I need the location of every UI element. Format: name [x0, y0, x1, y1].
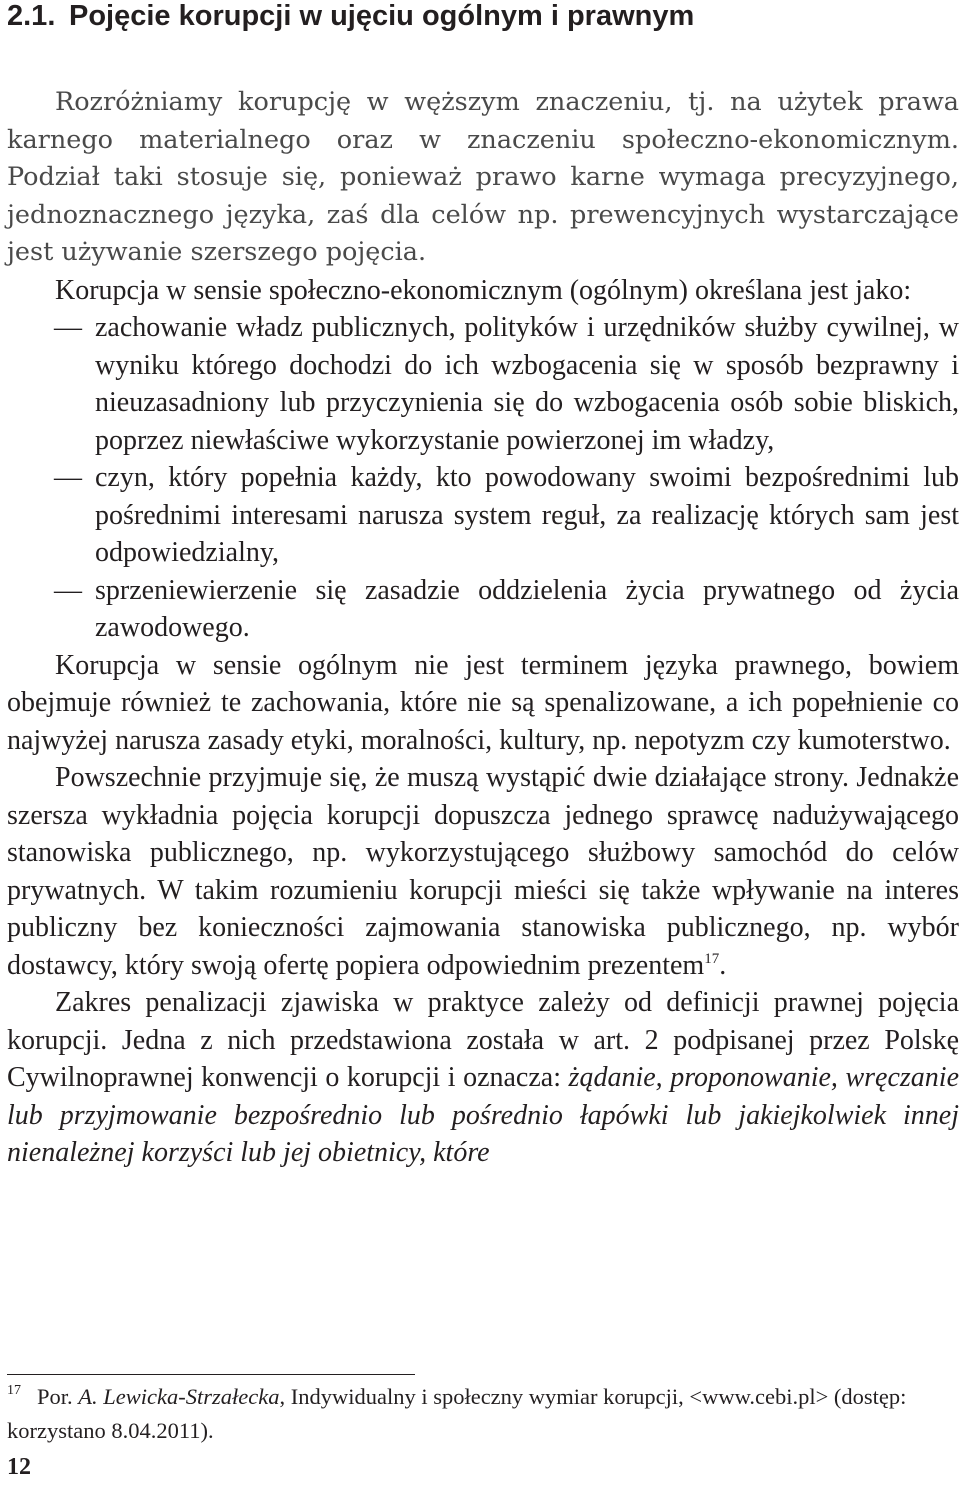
dash-marker: —	[54, 574, 82, 606]
dash-marker: —	[54, 462, 82, 493]
footnote-reference[interactable]: 17	[704, 950, 720, 967]
footnote: $^{17}$ Por. A. Lewicka-Strzałecka, Indywidualny i społeczny wymiar korupcji, <www.cebi.pl> (dostęp: korzystano 8.04.2011).	[7, 1382, 907, 1443]
footnote-separator	[7, 1374, 415, 1375]
paragraph-5-text: Zakres penalizacji zjawiska w praktyce zależy od definicji prawnej pojęcia korupcji. Jedna z nich przedstawiona została w art. 2 podpisanej przez Polskę Cywilnoprawnej konwencji o korupcji i oznacza:	[7, 987, 959, 1093]
list-item-text: zachowanie władz publicznych, polityków i urzędników służby cywilnej, w wyniku którego dochodzi do ich wzbogacenia się w sposób bezprawny i nieuzasadniony lub przyczynienia się do wzbogacenia osób sobie bliskich, poprzez niewłaściwe wykorzystanie powierzonej im władzy,	[95, 312, 959, 456]
footnote-text: , Indywidualny i społeczny wymiar korupcji, <www.cebi.pl> (dostęp: korzystano 8.04.2011).	[7, 1384, 907, 1443]
section-heading	[7, 0, 694, 33]
paragraph-4-end: .	[719, 949, 727, 981]
footnote-author: Lewicka-Strzałecka	[103, 1384, 280, 1409]
paragraph-5	[7, 984, 959, 1172]
paragraph-1: Rozróżniamy korupcję w węższym znaczeniu, tj. na użytek prawa karnego materialnego oraz w znaczeniu społeczno-ekonomicznym. Podział taki stosuje się, ponieważ prawo karne wymaga precyzyjnego, jednoznacznego języka, zaś dla celów np. prewencyjnych wystarczające jest używanie szerszego pojęcia.	[7, 87, 959, 267]
section-number: 2.1.	[7, 0, 56, 32]
footnote-author-initial: A.	[78, 1384, 104, 1409]
list-item	[7, 459, 959, 572]
footnote-prefix: Por.	[37, 1384, 79, 1409]
paragraph-3: Korupcja w sensie ogólnym nie jest terminem języka prawnego, bowiem obejmuje również te zachowania, które nie są spenalizowane, a ich popełnienie co najwyżej narusza zasady etyki, moralności, kultury, np. nepotyzm czy kumoterstwo.	[7, 649, 959, 756]
definition-list	[7, 309, 959, 647]
body-text	[7, 84, 959, 1172]
paragraph-4-text: Powszechnie przyjmuje się, że muszą wystąpić dwie działające strony. Jednakże szersza wykładnia pojęcia korupcji dopuszcza jednego sprawcę nadużywającego stanowiska publicznego, np. wykorzystującego służbowy samochód do celów prywatnych. W takim rozumieniu korupcji mieści się także wpływanie na interes publiczny bez konieczności zajmowania stanowiska publicznego, np. wybór dostawcy, który swoją ofertę popiera odpowiednim prezentem	[7, 762, 959, 981]
section-title: Pojęcie korupcji w ujęciu ogólnym i prawnym	[69, 0, 695, 32]
list-item	[7, 309, 959, 459]
list-item	[7, 572, 959, 647]
dash-marker: —	[54, 312, 82, 343]
definition-quote: żądanie, proponowanie, wręczanie lub przyjmowanie bezpośrednio lub pośrednio łapówki lub jakiejkolwiek innej nienależnej korzyści lub jej obietnicy, które	[7, 1062, 960, 1168]
paragraph-2: Korupcja w sensie społeczno-ekonomicznym (ogólnym) określana jest jako:	[55, 274, 912, 306]
page-number: 12	[7, 1454, 31, 1480]
list-item-text: czyn, który popełnia każdy, kto powodowany swoimi bezpośrednimi lub pośrednimi interesami narusza system reguł, za realizację których sam jest odpowiedzialny,	[95, 462, 959, 568]
list-item-text: sprzeniewierzenie się zasadzie oddzielenia życia prywatnego od życia zawodowego.	[95, 574, 959, 643]
paragraph-4	[7, 759, 959, 984]
